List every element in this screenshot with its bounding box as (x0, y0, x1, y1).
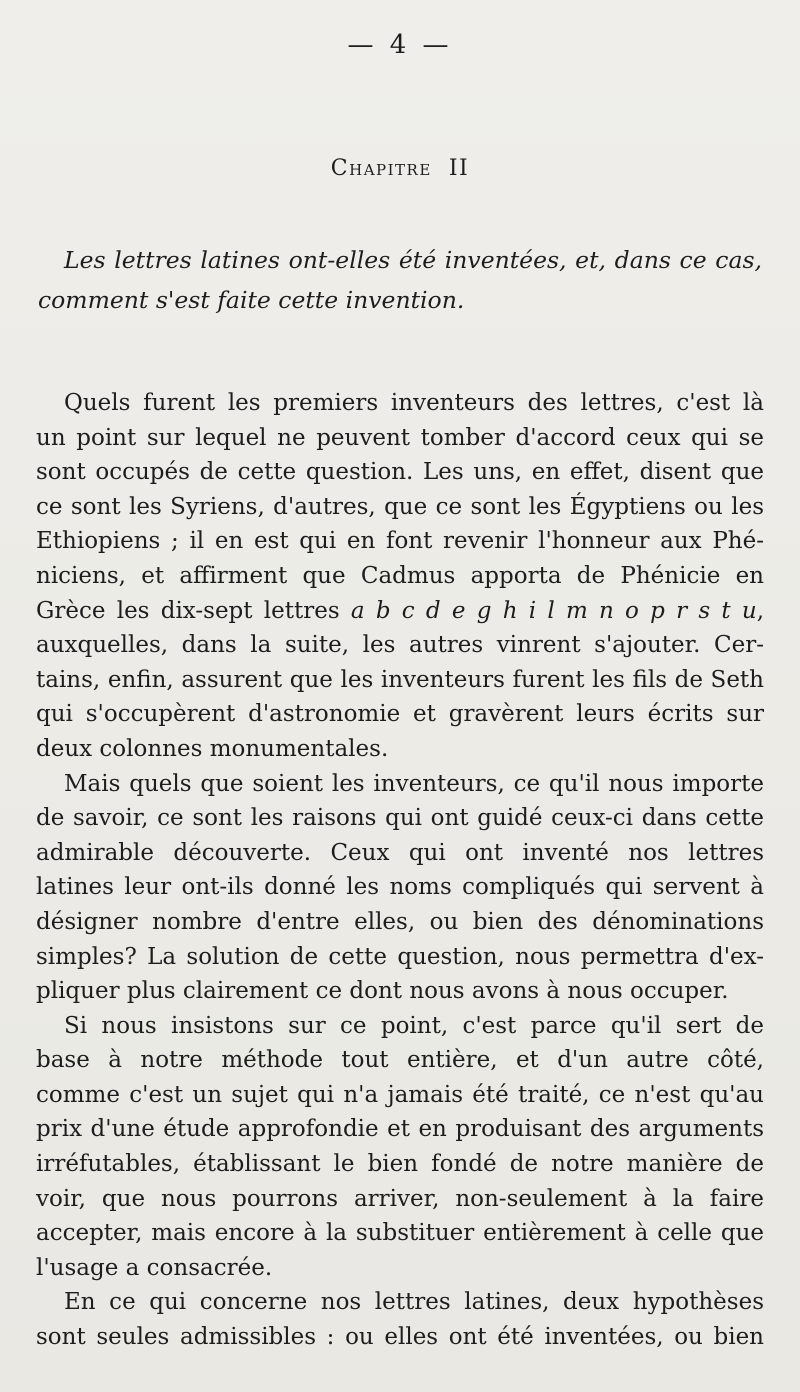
text-line: ce sont les Syriens, d'autres, que ce sont les Égyptiens ou les (36, 493, 764, 520)
text-run: Grèce les dix-sept lettres (36, 597, 351, 624)
italic-letters: a b c d e g h i l m n o p r s t u (350, 597, 757, 624)
text-line: comme c'est un sujet qui n'a jamais été traité, ce n'est qu'au (36, 1081, 764, 1108)
chapter-heading (0, 156, 800, 181)
text-line: sont occupés de cette question. Les uns, en effet, disent que (36, 459, 764, 486)
text-line: un point sur lequel ne peuvent tomber d'accord ceux qui se (36, 424, 764, 451)
chapter-prefix: C (330, 156, 350, 181)
text-line: niciens, et affirment que Cadmus apporta de Phénicie en (36, 562, 764, 589)
text-line: prix d'une étude approfondie et en produisant des arguments (36, 1116, 764, 1143)
text-line: latines leur ont-ils donné les noms compliqués qui servent à (36, 874, 764, 901)
chapter-title-line: comment s'est faite cette invention. (38, 286, 465, 314)
text-line: l'usage a consacrée. (36, 1254, 273, 1281)
text-line: voir, que nous pourrons arriver, non-seulement à la faire (36, 1185, 764, 1212)
text-line: désigner nombre d'entre elles, ou bien des dénominations (36, 908, 764, 935)
text-line: sont seules admissibles : ou elles ont été inventées, ou bien (36, 1324, 764, 1351)
chapter-title (38, 240, 762, 320)
text-line: admirable découverte. Ceux qui ont inventé nos lettres (36, 839, 764, 866)
text-line: irréfutables, établissant le bien fondé de notre manière de (36, 1151, 764, 1178)
chapter-title-line: Les lettres latines ont-elles été inventées, et, dans ce cas, (64, 246, 762, 274)
page-number: — 4 — (347, 30, 453, 60)
text-line: accepter, mais encore à la substituer entièrement à celle que (36, 1220, 764, 1247)
text-line: qui s'occupèrent d'astronomie et gravèrent leurs écrits sur (36, 701, 764, 728)
text-line (36, 594, 764, 629)
text-line: deux colonnes monumentales. (36, 735, 389, 762)
text-line: de savoir, ce sont les raisons qui ont guidé ceux-ci dans cette (36, 805, 764, 832)
paragraph (36, 1285, 764, 1354)
body-text (36, 386, 764, 1355)
text-line: pliquer plus clairement ce dont nous avons à nous occuper. (36, 978, 729, 1005)
text-line: Quels furent les premiers inventeurs des lettres, c'est là (64, 390, 764, 416)
text-line: Mais quels que soient les inventeurs, ce qu'il nous importe (64, 770, 764, 797)
text-line: En ce qui concerne nos lettres latines, deux hypothèses (64, 1289, 764, 1316)
text-line: Si nous insistons sur ce point, c'est parce qu'il sert de (64, 1012, 764, 1039)
paragraph (36, 1009, 764, 1286)
text-line: auxquelles, dans la suite, les autres vinrent s'ajouter. Cer- (36, 632, 764, 659)
text-run: , (756, 597, 764, 624)
paragraph (36, 767, 764, 1009)
text-line: simples? La solution de cette question, nous permettra d'ex- (36, 943, 764, 970)
paragraph (36, 386, 764, 767)
text-line: Ethiopiens ; il en est qui en font revenir l'honneur aux Phé- (36, 528, 764, 555)
text-line: base à notre méthode tout entière, et d'un autre côté, (36, 1047, 764, 1074)
chapter-number: II (448, 156, 470, 181)
text-line: tains, enfin, assurent que les inventeurs furent les fils de Seth (36, 666, 764, 693)
chapter-word: hapitre (349, 156, 432, 181)
